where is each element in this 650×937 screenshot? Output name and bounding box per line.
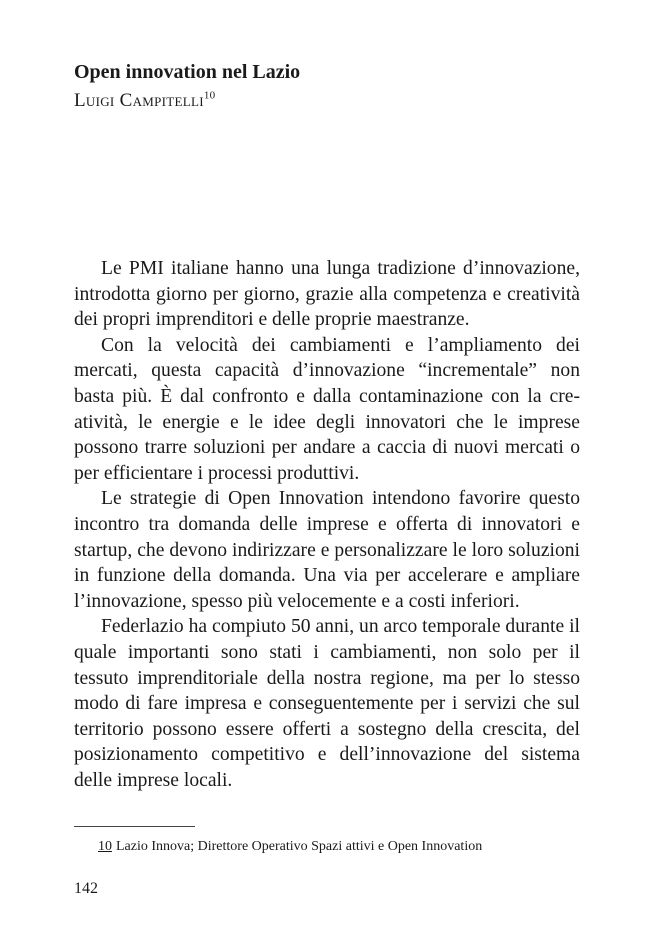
author-footnote-ref: 10 [203, 89, 216, 102]
paragraph: Le strategie di Open Innovation intendono favorire questo incontro tra domanda delle imprese e offerta di innovatori e startup, che devono indirizzare e personalizzare le loro soluzioni in funzione della domanda. Una via per accelerare e ampliare l’innovazione, spesso più velocemente e a costi inferiori. [74, 488, 580, 612]
footnote-number: 10 [98, 839, 112, 854]
page-number: 142 [74, 880, 98, 897]
paragraph: Federlazio ha compiuto 50 anni, un arco temporale durante il quale importanti sono stati i cambiamenti, non solo per il tessuto imprenditoriale della nostra regione, ma per lo stesso modo di fare impresa e conseguentemente per i servizi che sul territorio possono essere offerti a sostegno della crescita, del posizionamento competitivo e dell’innovazione del sistema delle imprese locali. [74, 616, 580, 791]
body-text [74, 256, 580, 793]
footnote-divider [74, 826, 195, 827]
author-name: Luigi Campitelli [74, 90, 204, 111]
chapter-title: Open innovation nel Lazio [74, 61, 301, 83]
author-line [74, 88, 215, 114]
paragraph: Con la velocità dei cambiamenti e l’ampliamento dei mercati, questa capacità d’innovazione “incrementale” non basta più. È dal confronto e dalla contaminazione con la creatività, le energie e le idee degli innovatori che le imprese possono trarre soluzioni per andare a caccia di nuovi mercati o per efficientare i processi produttivi. [74, 334, 580, 484]
footnote [98, 837, 482, 857]
footnote-text: Lazio Innova; Direttore Operativo Spazi attivi e Open Innovation [116, 839, 483, 854]
paragraph: Le PMI italiane hanno una lunga tradizione d’innovazione, introdotta giorno per giorno, grazie alla competenza e creatività dei propri imprenditori e delle proprie maestranze. [74, 258, 580, 331]
